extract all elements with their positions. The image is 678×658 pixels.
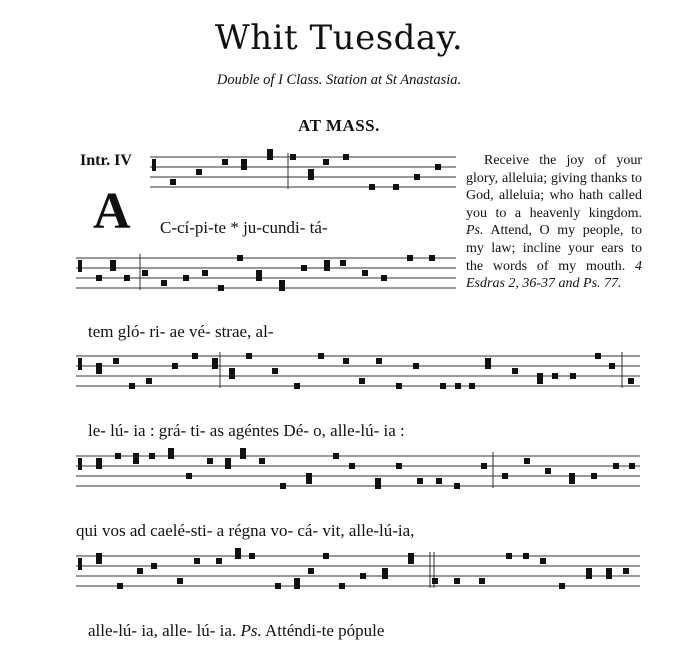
drop-cap: A [93, 183, 131, 240]
neume [479, 578, 485, 584]
neume [308, 568, 314, 574]
neume [369, 184, 375, 190]
neume [110, 260, 116, 266]
neume [623, 568, 629, 574]
clef [78, 558, 82, 570]
neume [249, 553, 255, 559]
neume [628, 378, 634, 384]
neume [272, 368, 278, 374]
neume [537, 373, 543, 379]
page-title: Whit Tuesday. [214, 18, 464, 58]
neume [469, 383, 475, 389]
neume [524, 458, 530, 464]
lyric-line-5-text: alle-lú- ia, alle- lú- ia. [88, 621, 237, 640]
neume [137, 568, 143, 574]
neume [151, 563, 157, 569]
lyric-line-1: C-cí-pi-te * ju-cundi- tá- [160, 218, 328, 237]
neume [436, 478, 442, 484]
translation-column [466, 152, 642, 293]
neume [435, 164, 441, 170]
neume [280, 483, 286, 489]
clef [78, 260, 82, 272]
lyric-line-3: le- lú- ia : grá- ti- as agéntes Dé- o, alle-lú- ia : [88, 421, 405, 440]
neume [375, 478, 381, 484]
neume [301, 265, 307, 271]
neume [207, 458, 213, 464]
neume [246, 353, 252, 359]
neume [133, 453, 139, 459]
neume [96, 275, 102, 281]
neume [396, 463, 402, 469]
translation-psalm: Attend, O my people, to my law; incline your ears to the words of my mouth. [466, 223, 643, 274]
neume [629, 463, 635, 469]
neume [96, 363, 102, 369]
neume [333, 453, 339, 459]
neume [240, 448, 246, 454]
neume [115, 453, 121, 459]
neume [294, 383, 300, 389]
neume [290, 154, 296, 160]
neume [324, 260, 330, 266]
neume [396, 383, 402, 389]
neume [413, 363, 419, 369]
scripture-reference: 4 Esdras 2, 36-37 and Ps. 77. [466, 258, 643, 292]
neume [146, 378, 152, 384]
neume [129, 383, 135, 389]
neume [306, 473, 312, 479]
lyric-line-5 [88, 621, 384, 641]
neume [454, 578, 460, 584]
neume [512, 368, 518, 374]
neume [186, 473, 192, 479]
neume [393, 184, 399, 190]
neume [96, 458, 102, 464]
neume [267, 149, 273, 155]
neume [570, 373, 576, 379]
clef [78, 358, 82, 370]
neume [455, 383, 461, 389]
neume [183, 275, 189, 281]
neume [613, 463, 619, 469]
neume [545, 468, 551, 474]
neume [540, 558, 546, 564]
neume [216, 558, 222, 564]
neume [414, 174, 420, 180]
clef [78, 458, 82, 470]
neume [523, 553, 529, 559]
neume [432, 578, 438, 584]
neume [259, 458, 265, 464]
neume [502, 473, 508, 479]
neume [408, 553, 414, 559]
neume [359, 378, 365, 384]
neume [222, 159, 228, 165]
clef [152, 159, 156, 171]
neume [362, 270, 368, 276]
translation-antiphon: Receive the joy of your glory, alleluia; giving thanks to God, alleluia; who hath called you to a heavenly kingdom. [466, 153, 642, 221]
neume [485, 358, 491, 364]
neume [454, 483, 460, 489]
neume [170, 179, 176, 185]
neume [168, 448, 174, 454]
neume [407, 255, 413, 261]
neume [192, 353, 198, 359]
neume [481, 463, 487, 469]
neume [360, 573, 366, 579]
neume [229, 368, 235, 374]
translation-text [466, 152, 642, 293]
neume [218, 285, 224, 291]
neume [586, 568, 592, 574]
neume [149, 453, 155, 459]
neume [177, 578, 183, 584]
neume [559, 583, 565, 589]
neume [294, 578, 300, 584]
neume [237, 255, 243, 261]
neume [429, 255, 435, 261]
neume [194, 558, 200, 564]
neume [323, 159, 329, 165]
lyric-line-4: qui vos ad caelé-sti- a régna vo- cá- vit, alle-lú-ia, [76, 521, 415, 540]
introit-label: Intr. IV [80, 152, 132, 169]
neume [256, 270, 262, 276]
lyric-line-2: tem gló- ri- ae vé- strae, al- [88, 322, 274, 341]
feast-rank-subtitle: Double of I Class. Station at St Anastasia. [216, 72, 462, 88]
neume [376, 358, 382, 364]
neume [595, 353, 601, 359]
neume [381, 275, 387, 281]
neume [506, 553, 512, 559]
neume [606, 568, 612, 574]
neume [161, 280, 167, 286]
neume [318, 353, 324, 359]
neume [609, 363, 615, 369]
neume [569, 473, 575, 479]
neume [340, 260, 346, 266]
neume [343, 358, 349, 364]
neume [343, 154, 349, 160]
neume [142, 270, 148, 276]
neume [591, 473, 597, 479]
neume [172, 363, 178, 369]
neume [275, 583, 281, 589]
neume [552, 373, 558, 379]
neume [417, 478, 423, 484]
lyric-line-5-tail: Atténdi-te pópule [265, 621, 385, 640]
neume [212, 358, 218, 364]
neume [349, 463, 355, 469]
neume [382, 568, 388, 574]
neume [202, 270, 208, 276]
neume [440, 383, 446, 389]
neume [241, 159, 247, 165]
neume [308, 169, 314, 175]
neume [339, 583, 345, 589]
neume [124, 275, 130, 281]
neume [117, 583, 123, 589]
psalm-marker: Ps. [240, 621, 262, 640]
neume [196, 169, 202, 175]
neume [323, 553, 329, 559]
translation-ps-label: Ps. [466, 223, 484, 239]
neume [96, 553, 102, 559]
neume [235, 548, 241, 554]
neume [113, 358, 119, 364]
neume [225, 458, 231, 464]
section-heading: AT MASS. [298, 116, 380, 135]
neume [279, 280, 285, 286]
